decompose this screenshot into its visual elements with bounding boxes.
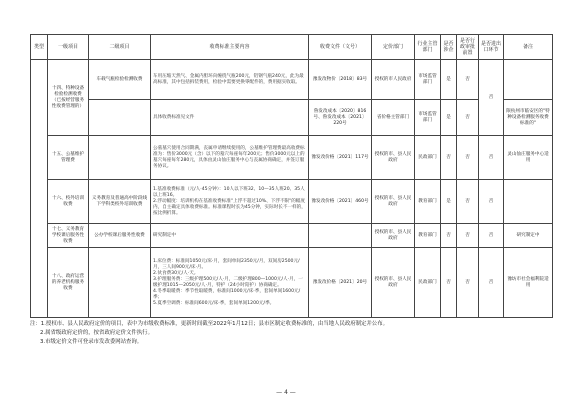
table-row — [31, 136, 553, 180]
industry-cell: 民政部门 — [415, 248, 441, 318]
header-row — [31, 35, 553, 60]
remark-cell: 豫坊市社会福利院适用 — [504, 248, 553, 318]
exempt-cell: 否 — [457, 100, 479, 136]
table-row — [31, 180, 553, 224]
level1-cell: 十八、政府运营的养老机构服务收费 — [48, 248, 89, 318]
col-standard: 收费标准主要内容 — [151, 35, 309, 60]
standard-cell: 研究制定中 — [151, 224, 309, 248]
industry-cell: 市场监管部门 — [415, 100, 441, 136]
dept-cell: 授权的市、县人民政府 — [372, 224, 415, 248]
exit-cell: 否 — [479, 180, 504, 224]
note-2: 2.属省级政府定价的，按省政府定价文件执行。 — [40, 330, 153, 336]
table-row — [31, 224, 553, 248]
remark-cell: 灵山仙庄服务中心适用 — [504, 136, 553, 180]
level2-cell: 车载气瓶检验检测收费 — [89, 60, 151, 100]
col-exempt: 是否行政审批前置 — [457, 35, 479, 60]
col-type: 类型 — [31, 35, 48, 60]
col-doc: 收费文件（文号） — [309, 35, 372, 60]
doc-cell: 豫发改价格〔2021〕20号 — [309, 248, 372, 318]
table-row — [31, 60, 553, 100]
note-3: 3.市级定价文件可登录市发改委网站查询。 — [40, 339, 143, 345]
exit-cell: 否 — [479, 136, 504, 180]
involve-cell: 是 — [441, 180, 457, 224]
exit-cell: 否 — [479, 60, 504, 136]
exit-cell: 否 — [479, 248, 504, 318]
type-cell — [31, 60, 48, 318]
dept-cell: 授权的市、县人民政府 — [372, 136, 415, 180]
dept-cell: 授权的市人民政府 — [372, 60, 415, 100]
industry-cell: 教育部门 — [415, 224, 441, 248]
col-involve: 是否涉企 — [441, 35, 457, 60]
dept-cell: 省价格主管部门 — [372, 100, 415, 136]
industry-cell: 民政部门 — [415, 136, 441, 180]
level2-cell: 公办学校课后服务性收费 — [89, 224, 151, 248]
level1-cell: 十六、校外培训收费 — [48, 180, 89, 224]
table-row — [31, 100, 553, 136]
dept-cell: 授权的市、县人民政府 — [372, 180, 415, 224]
standard-cell: 1.床位费：标准间1050元/床·月，套间单间2350元/月，双间房2500元/月，三人间900元/床·月。 2.伙食费30元/人·天。 3.护理服务费：三级护理500元/人·月，二级护理800—1000元/人·月，一级护理1015—2050元/人·月，特护（24小时陪护）协商确定。 4.冬季取暖费：季节性取暖费，标准间1000元/床·季，套间单间1600元/季； 5.夏季空调费：标准间600元/床·季，套间单间1200元/季。 — [151, 248, 309, 318]
involve-cell: 是 — [441, 100, 457, 136]
level2-cell — [89, 100, 151, 136]
remark-cell — [504, 60, 553, 100]
exempt-cell: 否 — [457, 136, 479, 180]
remark-cell — [504, 180, 553, 224]
table-row — [31, 248, 553, 318]
involve-cell: 否 — [441, 224, 457, 248]
doc-cell — [309, 224, 372, 248]
standard-cell: 具体收费标准见文件 — [151, 100, 309, 136]
col-exit: 是否进出口环节 — [479, 35, 504, 60]
remark-cell: 研究制定中 — [504, 224, 553, 248]
col-dept: 定价部门 — [372, 35, 415, 60]
page-number: — 4 — — [276, 389, 296, 396]
col-level2: 二级项目 — [89, 35, 151, 60]
remark-cell: 限杭州市临安区的"特种设备检测服务收费标准的" — [504, 100, 553, 136]
col-remark: 备注 — [504, 35, 553, 60]
involve-cell: 否 — [441, 136, 457, 180]
level1-cell: 十五、公墓维护管理费 — [48, 136, 89, 180]
exit-cell: 否 — [479, 224, 504, 248]
doc-cell: 豫发改价格〔2021〕117号 — [309, 136, 372, 180]
level2-cell — [89, 136, 151, 180]
involve-cell: 是 — [441, 60, 457, 100]
industry-cell: 教育部门 — [415, 180, 441, 224]
exempt-cell: 否 — [457, 180, 479, 224]
involve-cell: 否 — [441, 248, 457, 318]
standard-cell: 公墓墓穴使用合同期满，丧属申请继续使用的，公墓维护管理费最高收费标准为：售价3000元（含）以下的墓穴每座每年200元；售价3000元以上的墓穴每座每年280元，具体由灵山仙庄服务中心与丧属协商确定，并签订服务协议。 — [151, 136, 309, 180]
industry-cell: 市场监管部门 — [415, 60, 441, 100]
dept-cell: 授权的市、县人民政府 — [372, 248, 415, 318]
doc-cell: 鲁发改成本〔2020〕816号、鲁发改成本〔2021〕220号 — [309, 100, 372, 136]
doc-cell: 豫发改价格〔2021〕460号 — [309, 180, 372, 224]
fee-table — [30, 34, 553, 318]
level1-cell: 十四、特种设备检验检测收费（已按经营服务性收费管理的） — [48, 60, 89, 136]
level1-cell: 十七、义务教育学校课后服务性收费 — [48, 224, 89, 248]
notes — [30, 320, 560, 347]
exempt-cell: 否 — [457, 60, 479, 100]
standard-cell: 车用压缩天然气、金属内胆环向缠绕气瓶200元，铝钢气瓶240元，此为最高标准，其中包括拆装费用，检验中需要更换零配件的，费用据实收取。 — [151, 60, 309, 100]
exempt-cell: 否 — [457, 224, 479, 248]
standard-cell: 1.基准收费标准（元/人·45分钟）：10人以下班32、10—35人班20、35人以上班16。 2.浮动幅度：培训机构在基准收费标准"上浮不超过10%、下浮不限"的幅度内，自主确定具体收费标准。标准课程时长为45分钟，实际时长不一样的，按比例折算。 — [151, 180, 309, 224]
col-level1: 一级项目 — [48, 35, 89, 60]
exempt-cell: 否 — [457, 248, 479, 318]
doc-cell: 豫发改物价〔2018〕83号 — [309, 60, 372, 100]
level2-cell: 义务教育及普通高中阶段线下学科类校外培训收费 — [89, 180, 151, 224]
note-1: 注：1.授权市、县人民政府定价的项目，表中为市级收费标准，更新时间截至2022年1月12日；县市区制定收费标准的，由当地人民政府制定并公布。 — [30, 321, 388, 327]
level2-cell — [89, 248, 151, 318]
col-industry: 行业主管部门 — [415, 35, 441, 60]
